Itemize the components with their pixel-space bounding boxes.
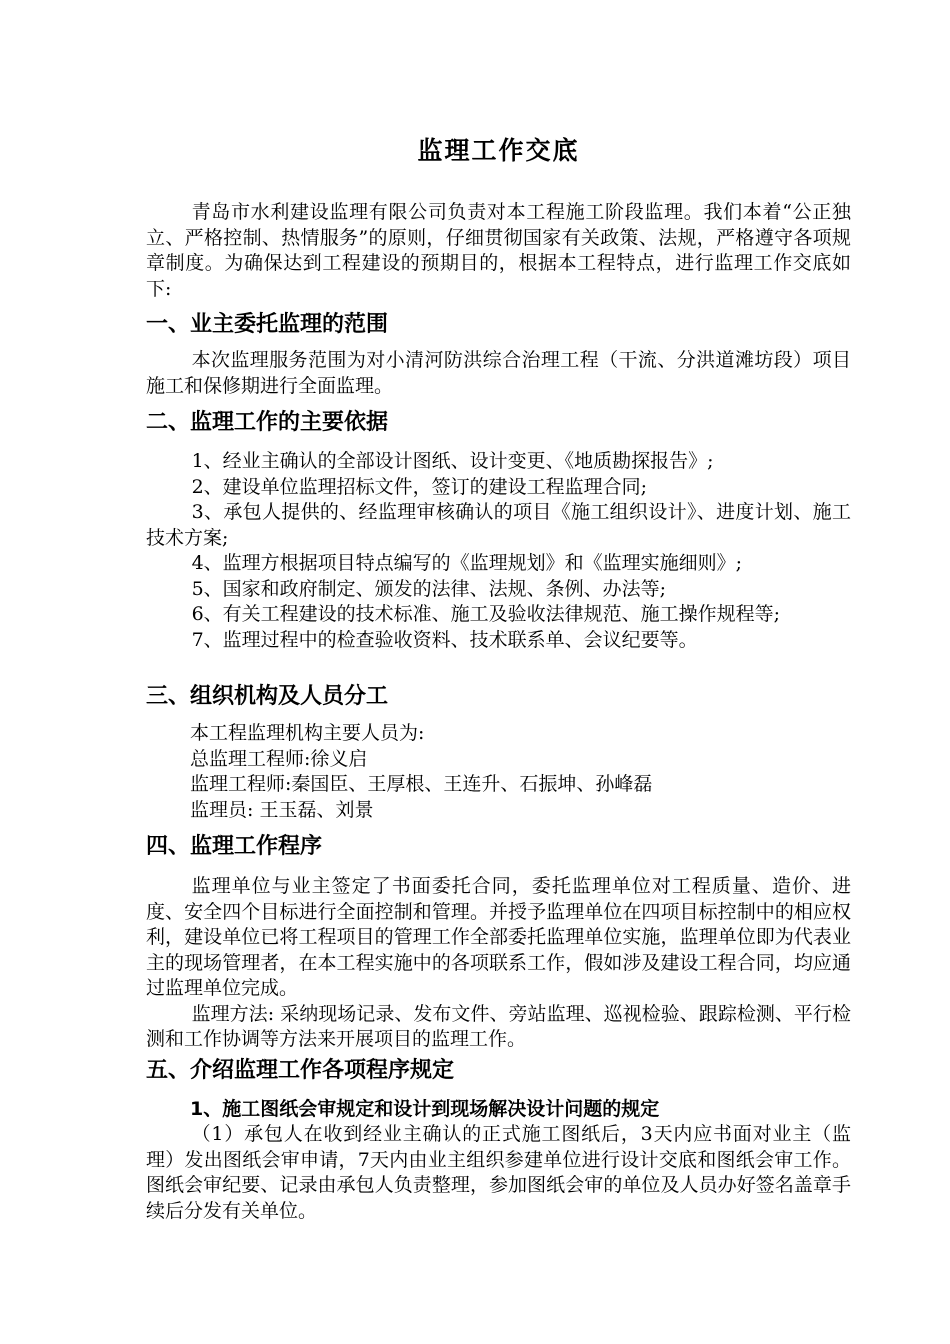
section-2-heading: 二、监理工作的主要依据: [146, 410, 389, 435]
section-5-heading: 五、介绍监理工作各项程序规定: [146, 1058, 455, 1083]
section-1-text: 本次监理服务范围为对小清河防洪综合治理工程（干流、分洪道滩坊段）项目施工和保修期进行全面监理。: [146, 349, 851, 397]
procedure-paragraph: 监理单位与业主签定了书面委托合同，委托监理单位对工程质量、造价、进度、安全四个目标进行全面控制和管理。并授予监理单位在四项目标控制中的相应权利，建设单位已将工程项目的管理工作全部委托监理单位实施，监理单位即为代表业主的现场管理者，在本工程实施中的各项联系工作，假如涉及建设工程合同，均应通过监理单位完成。: [146, 875, 851, 999]
section-4-body: [146, 874, 851, 1053]
section-4-heading: 四、监理工作程序: [146, 834, 323, 859]
basis-item-7: 7、监理过程中的检查验收资料、技术联系单、会议纪要等。: [191, 628, 698, 651]
staff-intro: 本工程监理机构主要人员为:: [190, 722, 425, 744]
basis-item-3: 3、承包人提供的、经监理审核确认的项目《施工组织设计》、进度计划、施工技术方案;: [146, 501, 851, 549]
drawing-review-paragraph: （1）承包人在收到经业主确认的正式施工图纸后，3天内应书面对业主（监理）发出图纸会审申请，7天内由业主组织参建单位进行设计交底和图纸会审工作。图纸会审纪要、记录由承包人负责整理，参加图纸会审的单位及人员办好签名盖章手续后分发有关单位。: [146, 1123, 851, 1222]
engineers: 监理工程师:秦国臣、王厚根、王连升、石振坤、孙峰磊: [190, 773, 653, 795]
basis-item-5: 5、国家和政府制定、颁发的法律、法规、条例、办法等;: [191, 577, 667, 600]
chief-engineer: 总监理工程师:徐义启: [190, 747, 368, 770]
basis-item-2: 2、建设单位监理招标文件，签订的建设工程监理合同;: [191, 475, 648, 498]
section-2-list: [146, 449, 851, 653]
section-5-subheading: 1、施工图纸会审规定和设计到现场解决设计问题的规定: [190, 1098, 660, 1120]
section-1-body: [146, 348, 851, 399]
page-title: 监理工作交底: [417, 136, 580, 165]
basis-item-4: 4、监理方根据项目特点编写的《监理规划》和《监理实施细则》;: [191, 552, 743, 574]
basis-item-1: 1、经业主确认的全部设计图纸、设计变更、《地质勘探报告》;: [191, 450, 714, 472]
section-3-heading: 三、组织机构及人员分工: [146, 684, 389, 709]
section-3-body: [146, 721, 851, 823]
basis-item-6: 6、有关工程建设的技术标准、施工及验收法律规范、施工操作规程等;: [191, 603, 781, 625]
supervisors: 监理员: 王玉磊、刘景: [190, 798, 374, 821]
method-paragraph: 监理方法: 采纳现场记录、发布文件、旁站监理、巡视检验、跟踪检测、平行检测和工作协调等方法来开展项目的监理工作。: [146, 1002, 851, 1050]
section-1-heading: 一、业主委托监理的范围: [146, 312, 389, 337]
section-5-body: [146, 1122, 851, 1224]
intro-text: 青岛市水利建设监理有限公司负责对本工程施工阶段监理。我们本着“公正独立、严格控制、热情服务”的原则，仔细贯彻国家有关政策、法规，严格遵守各项规章制度。为确保达到工程建设的预期目的，根据本工程特点，进行监理工作交底如下:: [146, 201, 851, 300]
intro-paragraph: [146, 200, 851, 302]
